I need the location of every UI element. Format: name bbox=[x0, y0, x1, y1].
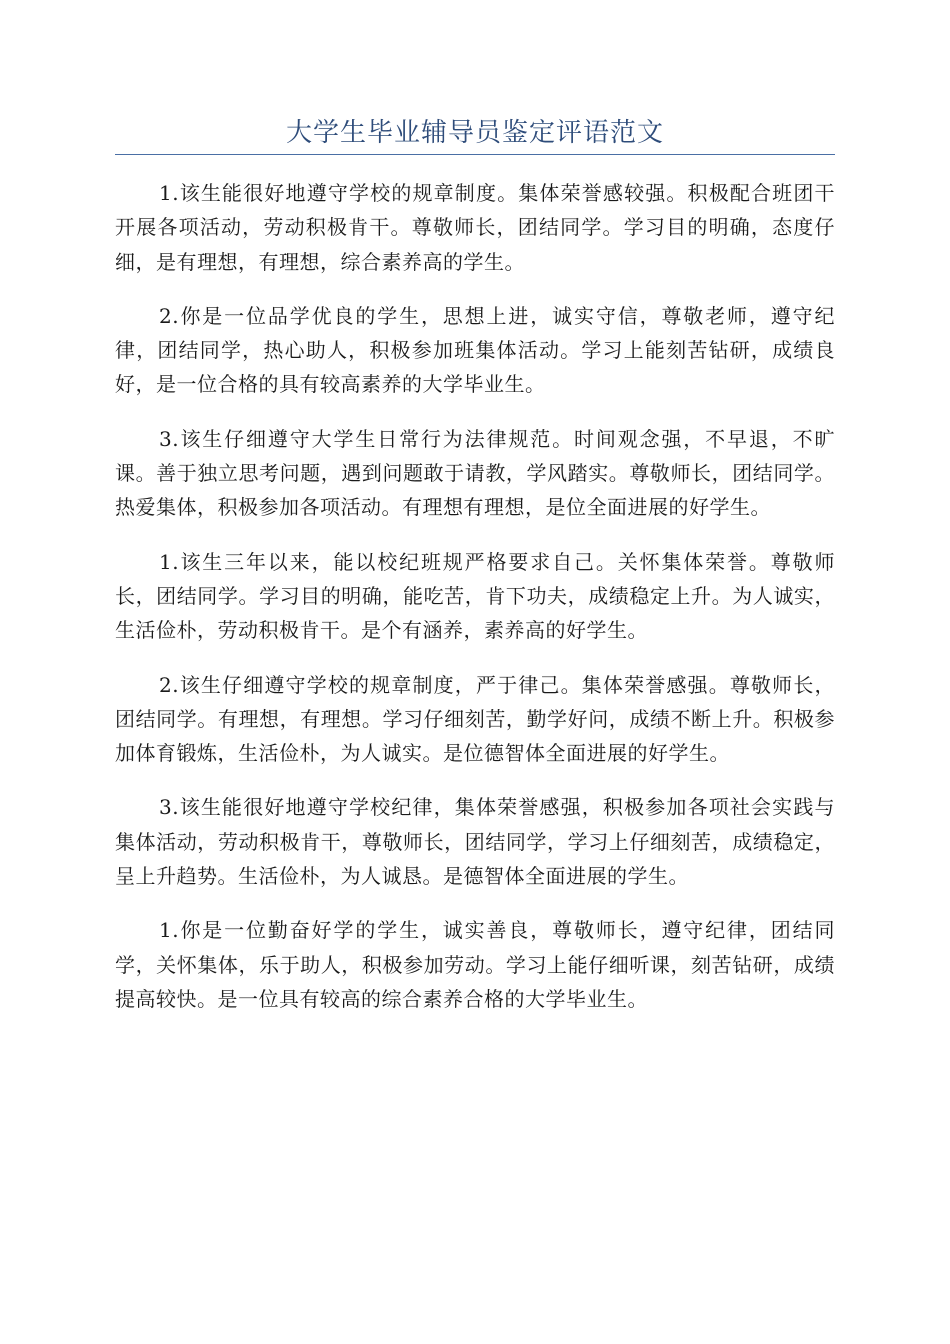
document-body bbox=[115, 176, 835, 1036]
paragraph: 1.该生三年以来，能以校纪班规严格要求自己。关怀集体荣誉。尊敬师长，团结同学。学习目的明确，能吃苦，肯下功夫，成绩稳定上升。为人诚实，生活俭朴，劳动积极肯干。是个有涵养，素养高的好学生。 bbox=[115, 549, 835, 643]
document-title: 大学生毕业辅导员鉴定评语范文 bbox=[285, 118, 664, 148]
paragraph: 1.你是一位勤奋好学的学生，诚实善良，尊敬师长，遵守纪律，团结同学，关怀集体，乐于助人，积极参加劳动。学习上能仔细听课，刻苦钻研，成绩提高较快。是一位具有较高的综合素养合格的大学毕业生。 bbox=[115, 918, 835, 1011]
paragraph: 3.该生仔细遵守大学生日常行为法律规范。时间观念强，不早退，不旷课。善于独立思考问题，遇到问题敢于请教，学风踏实。尊敬师长，团结同学。热爱集体，积极参加各项活动。有理想有理想，是位全面进展的好学生。 bbox=[115, 426, 835, 520]
title-underline bbox=[115, 154, 835, 155]
paragraph: 3.该生能很好地遵守学校纪律，集体荣誉感强，积极参加各项社会实践与集体活动，劳动积极肯干，尊敬师长，团结同学，学习上仔细刻苦，成绩稳定，呈上升趋势。生活俭朴，为人诚恳。是德智体全面进展的学生。 bbox=[115, 795, 835, 889]
paragraph: 2.你是一位品学优良的学生，思想上进，诚实守信，尊敬老师，遵守纪律，团结同学，热心助人，积极参加班集体活动。学习上能刻苦钻研，成绩良好，是一位合格的具有较高素养的大学毕业生。 bbox=[115, 303, 835, 397]
paragraph: 1.该生能很好地遵守学校的规章制度。集体荣誉感较强。积极配合班团干开展各项活动，劳动积极肯干。尊敬师长，团结同学。学习目的明确，态度仔细，是有理想，有理想，综合素养高的学生。 bbox=[115, 181, 835, 274]
paragraph: 2.该生仔细遵守学校的规章制度，严于律己。集体荣誉感强。尊敬师长，团结同学。有理想，有理想。学习仔细刻苦，勤学好问，成绩不断上升。积极参加体育锻炼，生活俭朴，为人诚实。是位德智体全面进展的好学生。 bbox=[115, 672, 835, 766]
